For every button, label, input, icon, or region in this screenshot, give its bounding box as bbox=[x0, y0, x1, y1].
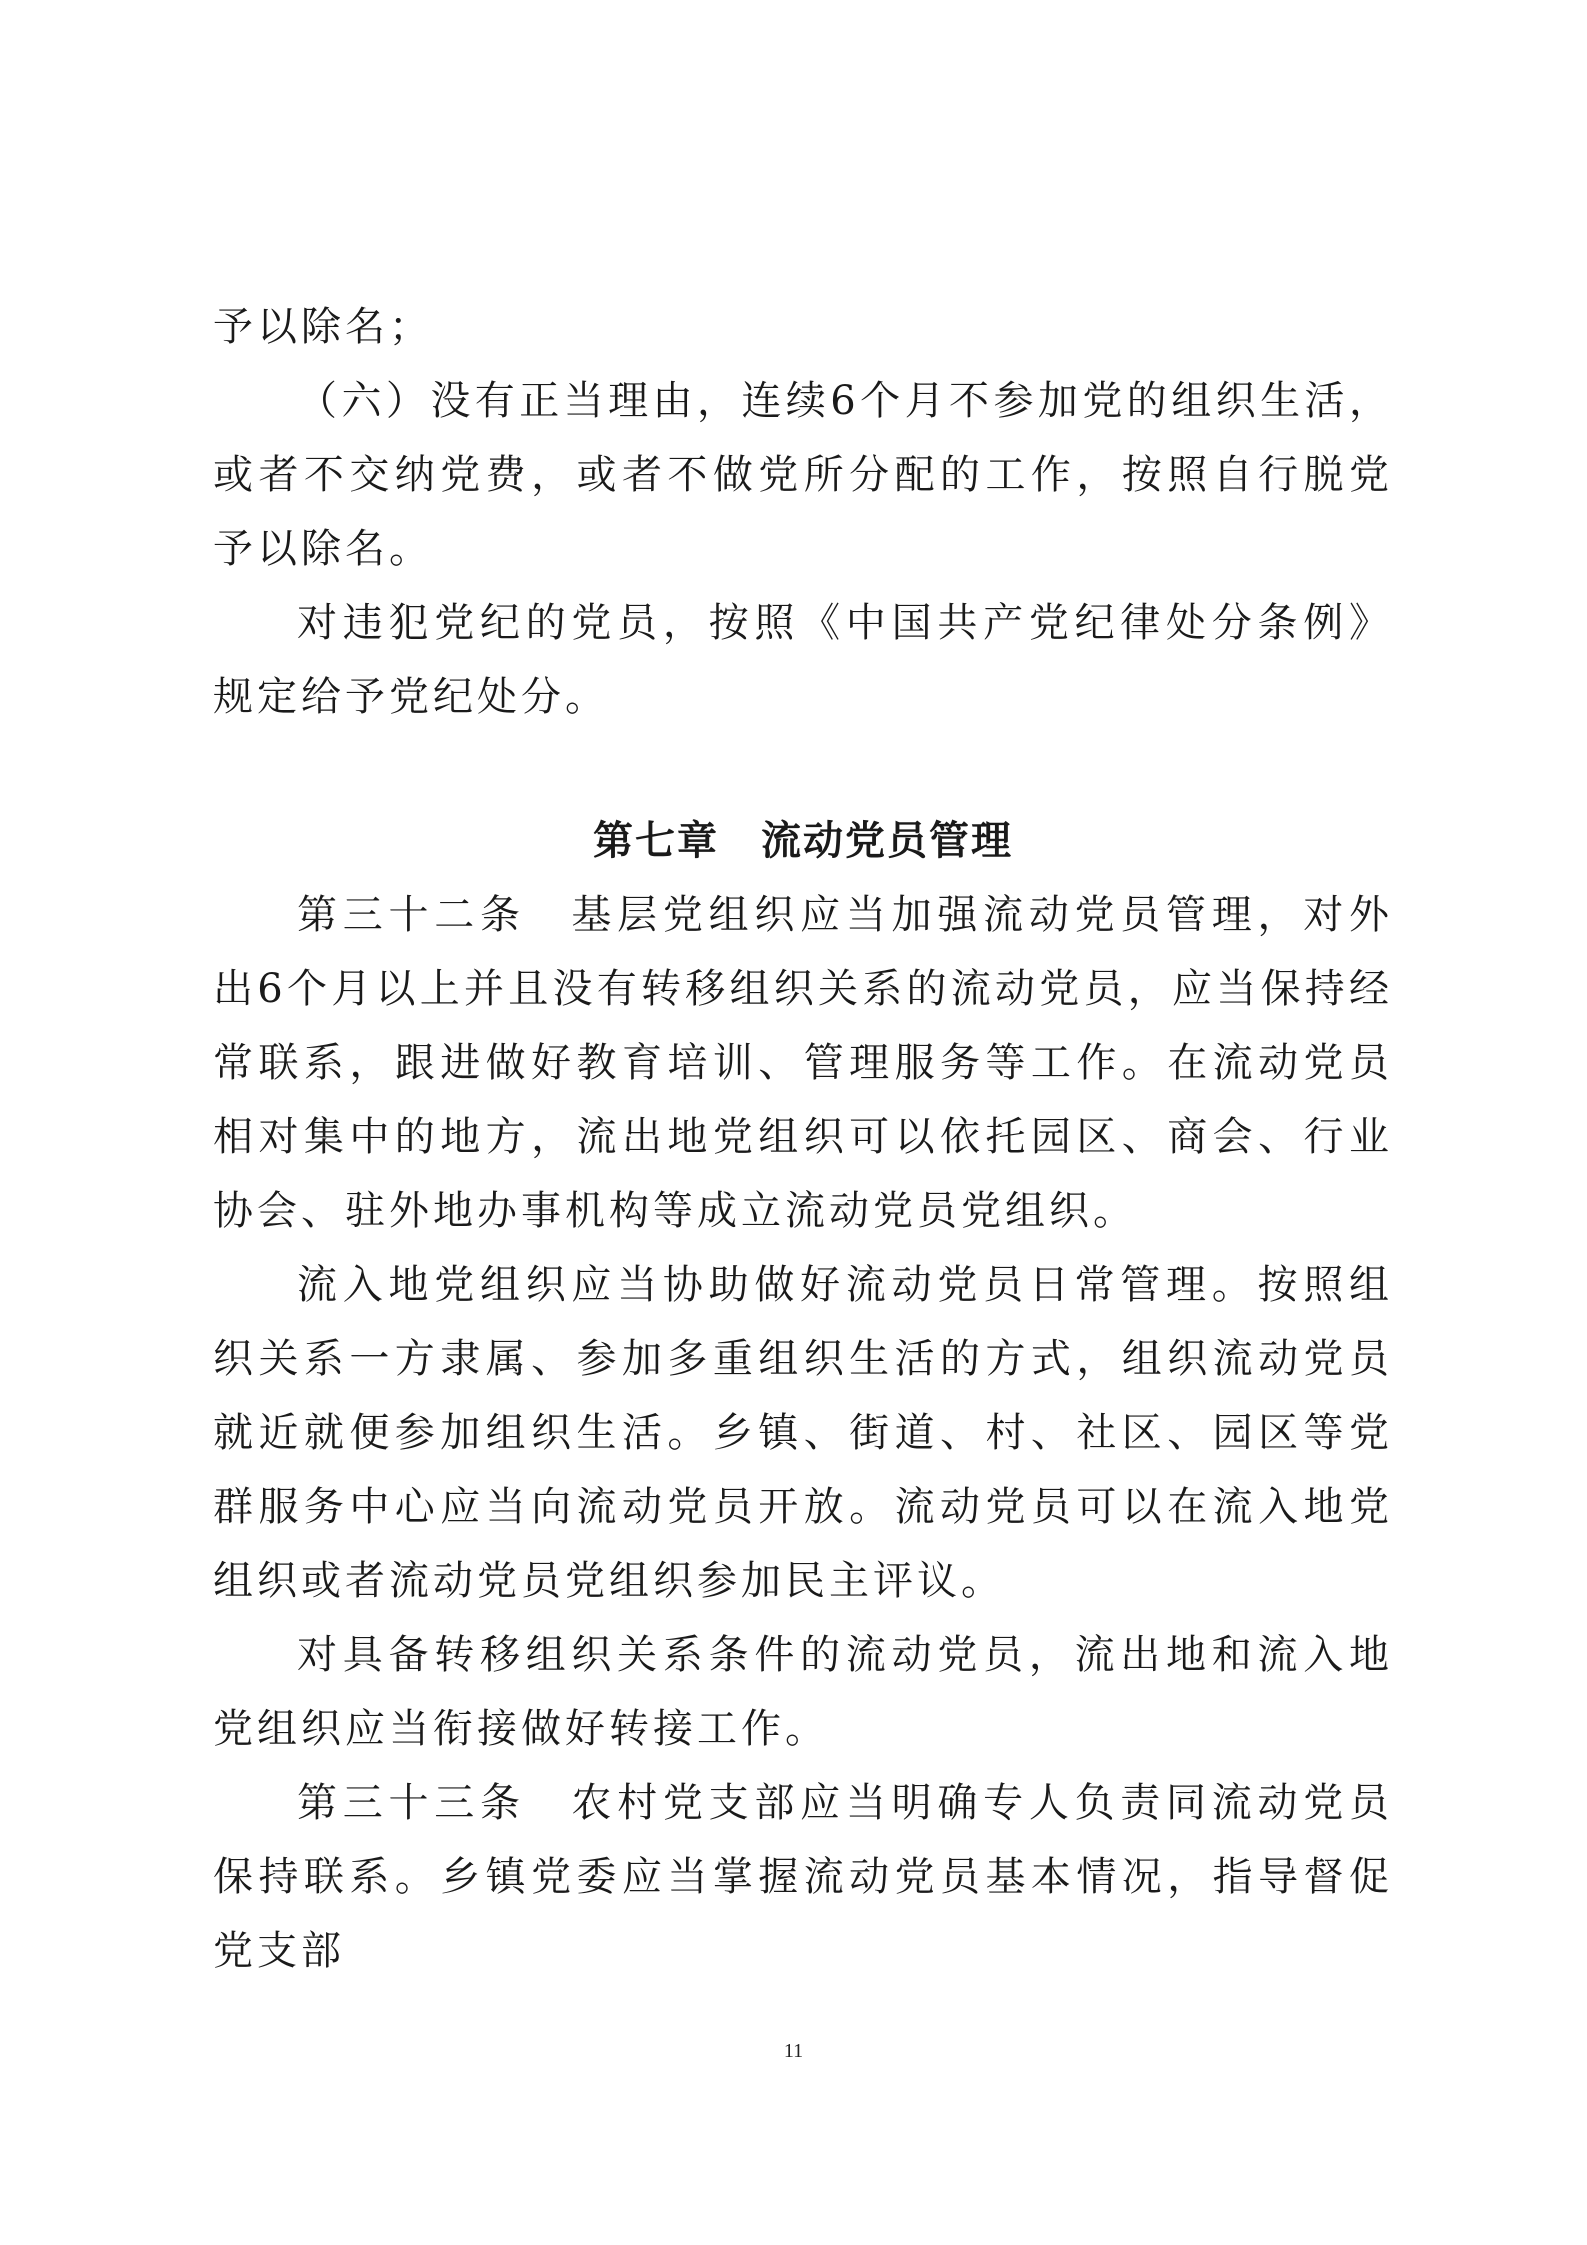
paragraph-inflow-management: 流入地党组织应当协助做好流动党员日常管理。按照组织关系一方隶属、参加多重组织生活的方式，组织流动党员就近就便参加组织生活。乡镇、街道、村、社区、园区等党群服务中心应当向流动党员开放。流动党员可以在流入地党组织或者流动党员党组织参加民主评议。 bbox=[213, 1262, 1393, 1604]
paragraph-item-six: （六）没有正当理由，连续6个月不参加党的组织生活，或者不交纳党费，或者不做党所分配的工作，按照自行脱党予以除名。 bbox=[213, 378, 1393, 572]
paragraph-article-32: 第三十二条 基层党组织应当加强流动党员管理，对外出6个月以上并且没有转移组织关系的流动党员，应当保持经常联系，跟进做好教育培训、管理服务等工作。在流动党员相对集中的地方，流出地党组织可以依托园区、商会、行业协会、驻外地办事机构等成立流动党员党组织。 bbox=[213, 892, 1393, 1234]
page-number: 11 bbox=[783, 2040, 804, 2062]
chapter-title: 第七章 流动党员管理 bbox=[593, 818, 1013, 864]
page-content bbox=[213, 290, 1393, 1988]
paragraph-article-33: 第三十三条 农村党支部应当明确专人负责同流动党员保持联系。乡镇党委应当掌握流动党员基本情况，指导督促党支部 bbox=[213, 1780, 1393, 1974]
paragraph-continuation: 予以除名； bbox=[213, 304, 433, 350]
paragraph-discipline: 对违犯党纪的党员，按照《中国共产党纪律处分条例》规定给予党纪处分。 bbox=[213, 600, 1393, 720]
paragraph-transfer: 对具备转移组织关系条件的流动党员，流出地和流入地党组织应当衔接做好转接工作。 bbox=[213, 1632, 1393, 1752]
